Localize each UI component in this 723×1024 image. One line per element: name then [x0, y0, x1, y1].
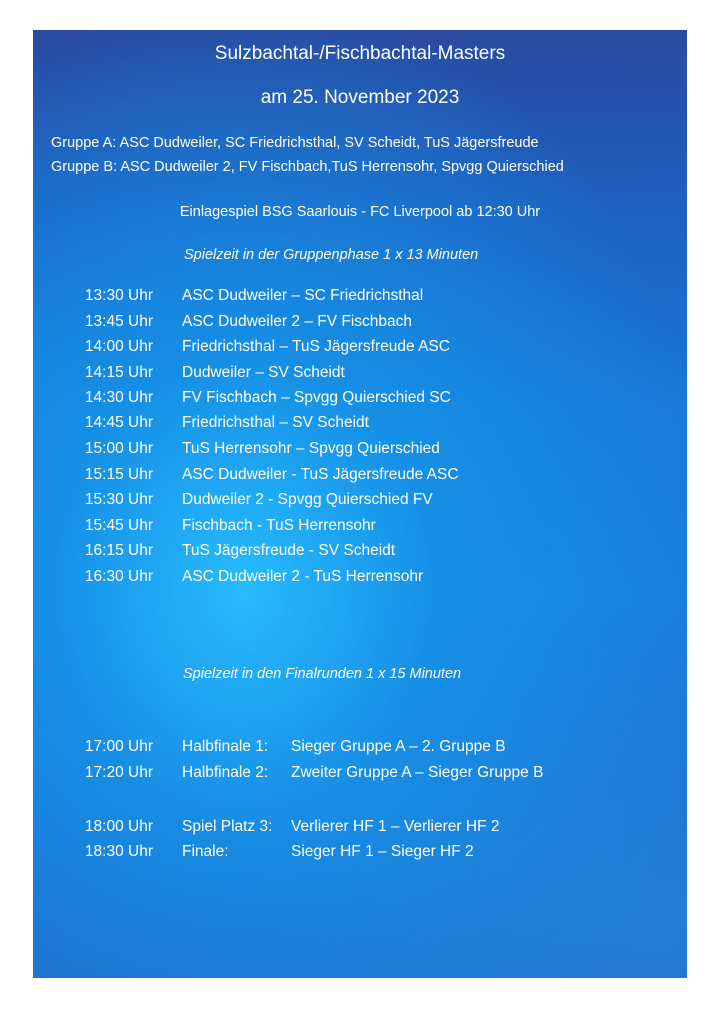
match-time: 13:30 Uhr [84, 287, 153, 304]
match-pairing: FV Fischbach – Spvgg Quierschied SC [182, 389, 451, 406]
match-pairing: Dudweiler 2 - Spvgg Quierschied FV [182, 491, 433, 508]
match-time: 16:15 Uhr [84, 542, 153, 559]
match-time: 16:30 Uhr [84, 568, 153, 585]
schedule-poster [33, 30, 687, 978]
match-time: 17:20 Uhr [84, 764, 153, 781]
match-time: 15:45 Uhr [84, 517, 153, 534]
match-pairing: Zweiter Gruppe A – Sieger Gruppe B [291, 764, 544, 781]
match-pairing: Sieger Gruppe A – 2. Gruppe B [291, 738, 506, 755]
match-time: 14:00 Uhr [84, 338, 153, 355]
match-time: 15:15 Uhr [84, 466, 153, 483]
match-stage-label: Finale: [182, 843, 229, 860]
title-line-2: am 25. November 2023 [260, 87, 460, 108]
match-time: 17:00 Uhr [84, 738, 153, 755]
final-round-heading: Spielzeit in den Finalrunden 1 x 15 Minuten [183, 666, 462, 682]
match-pairing: TuS Herrensohr – Spvgg Quierschied [182, 440, 440, 457]
match-time: 14:15 Uhr [84, 364, 153, 381]
match-pairing: Dudweiler – SV Scheidt [182, 364, 345, 381]
match-pairing: ASC Dudweiler – SC Friedrichsthal [182, 287, 424, 304]
match-time: 13:45 Uhr [84, 313, 153, 330]
match-pairing: Friedrichsthal – SV Scheidt [182, 414, 369, 431]
group-phase-heading: Spielzeit in der Gruppenphase 1 x 13 Minuten [184, 247, 479, 263]
match-pairing: Sieger HF 1 – Sieger HF 2 [291, 843, 474, 860]
match-pairing: ASC Dudweiler 2 - TuS Herrensohr [182, 568, 424, 585]
match-time: 18:30 Uhr [84, 843, 153, 860]
group-a: Gruppe A: ASC Dudweiler, SC Friedrichsthal, SV Scheidt, TuS Jägersfreude [51, 135, 539, 151]
exhibition-match: Einlagespiel BSG Saarlouis - FC Liverpool ab 12:30 Uhr [179, 204, 541, 220]
group-b: Gruppe B: ASC Dudweiler 2, FV Fischbach,TuS Herrensohr, Spvgg Quierschied [51, 159, 564, 175]
match-stage-label: Spiel Platz 3: [182, 818, 273, 835]
match-pairing: ASC Dudweiler 2 – FV Fischbach [182, 313, 413, 330]
match-time: 15:00 Uhr [84, 440, 153, 457]
match-time: 14:30 Uhr [84, 389, 153, 406]
match-pairing: Verlierer HF 1 – Verlierer HF 2 [291, 818, 500, 835]
match-stage-label: Halbfinale 2: [182, 764, 269, 781]
match-time: 15:30 Uhr [84, 491, 153, 508]
match-pairing: Friedrichsthal – TuS Jägersfreude ASC [182, 338, 450, 355]
match-stage-label: Halbfinale 1: [182, 738, 269, 755]
match-pairing: TuS Jägersfreude - SV Scheidt [182, 542, 396, 559]
match-time: 14:45 Uhr [84, 414, 153, 431]
match-time: 18:00 Uhr [84, 818, 153, 835]
title-line-1: Sulzbachtal-/Fischbachtal-Masters [214, 43, 506, 64]
match-pairing: ASC Dudweiler - TuS Jägersfreude ASC [182, 466, 459, 483]
match-pairing: Fischbach - TuS Herrensohr [182, 517, 376, 534]
